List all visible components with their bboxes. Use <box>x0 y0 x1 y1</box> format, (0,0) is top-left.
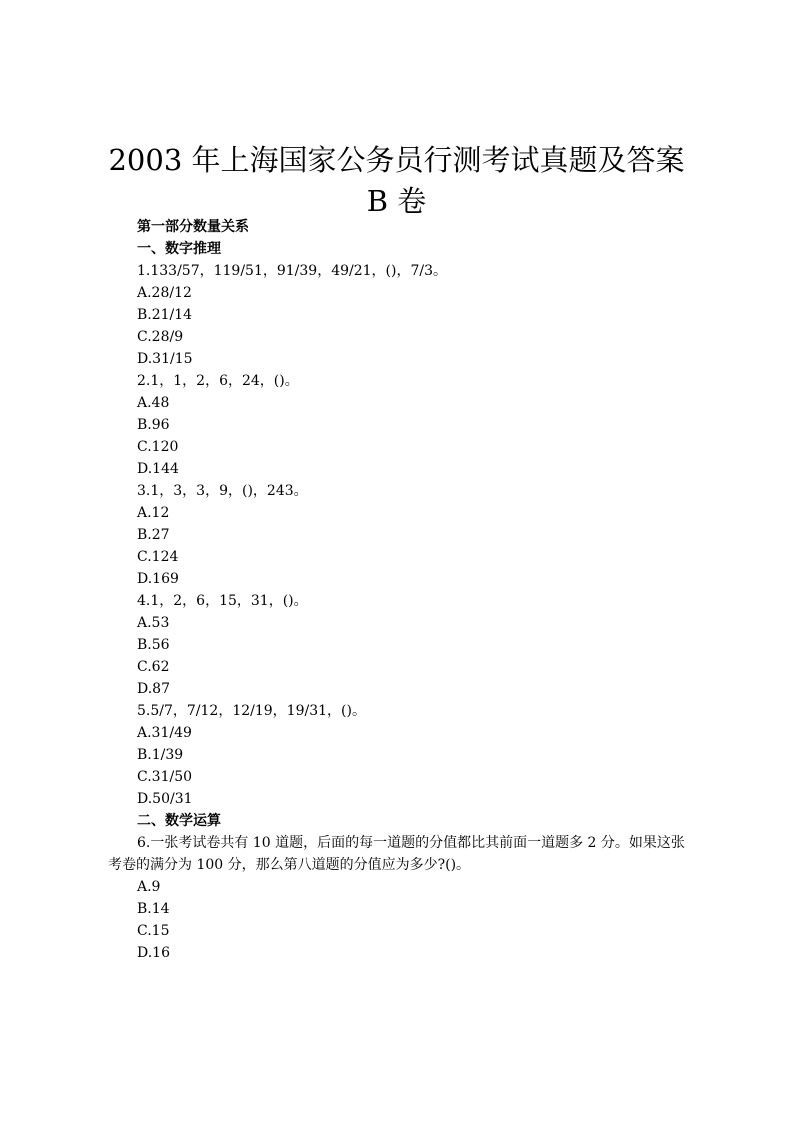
question-1-stem: 1.133/57，119/51，91/39，49/21，()，7/3。 <box>137 263 448 279</box>
question-4-option-a: A.53 <box>137 615 170 631</box>
document-title: 2003 年上海国家公务员行测考试真题及答案 <box>108 143 685 177</box>
document-subtitle: B 卷 <box>366 184 427 218</box>
question-3-option-c: C.124 <box>137 549 179 565</box>
question-2-option-b: B.96 <box>137 417 170 433</box>
question-4-stem: 4.1，2，6，15，31，()。 <box>137 593 308 609</box>
question-6-option-a: A.9 <box>137 879 161 895</box>
question-5-option-d: D.50/31 <box>137 791 193 807</box>
section-heading-number-series: 一、数字推理 <box>137 241 221 257</box>
part-heading: 第一部分数量关系 <box>137 219 249 235</box>
question-5-stem: 5.5/7，7/12，12/19，19/31，()。 <box>137 703 366 719</box>
question-5-option-a: A.31/49 <box>137 725 192 741</box>
question-4-option-c: C.62 <box>137 659 170 675</box>
document-body <box>108 216 698 964</box>
question-1-option-a: A.28/12 <box>137 285 192 301</box>
question-2-option-a: A.48 <box>137 395 170 411</box>
question-1-option-c: C.28/9 <box>137 329 184 345</box>
question-3-stem: 3.1，3，3，9，()，243。 <box>137 483 308 499</box>
question-4-option-d: D.87 <box>137 681 170 697</box>
question-6-option-c: C.15 <box>137 923 170 939</box>
question-6-stem: 6.一张考试卷共有 10 道题，后面的每一道题的分值都比其前面一道题多 2 分。如果这张考卷的满分为 100 分，那么第八道题的分值应为多少?()。 <box>108 835 685 873</box>
question-2-option-d: D.144 <box>137 461 179 477</box>
question-5-option-b: B.1/39 <box>137 747 184 763</box>
question-6-option-d: D.16 <box>137 945 170 961</box>
question-3-option-b: B.27 <box>137 527 170 543</box>
question-3-option-a: A.12 <box>137 505 170 521</box>
question-2-stem: 2.1，1，2，6，24，()。 <box>137 373 299 389</box>
question-2-option-c: C.120 <box>137 439 179 455</box>
question-1-option-d: D.31/15 <box>137 351 193 367</box>
question-5-option-c: C.31/50 <box>137 769 193 785</box>
question-6-option-b: B.14 <box>137 901 170 917</box>
question-4-option-b: B.56 <box>137 637 170 653</box>
section-heading-arithmetic: 二、数学运算 <box>137 813 221 829</box>
question-1-option-b: B.21/14 <box>137 307 193 323</box>
question-3-option-d: D.169 <box>137 571 179 587</box>
